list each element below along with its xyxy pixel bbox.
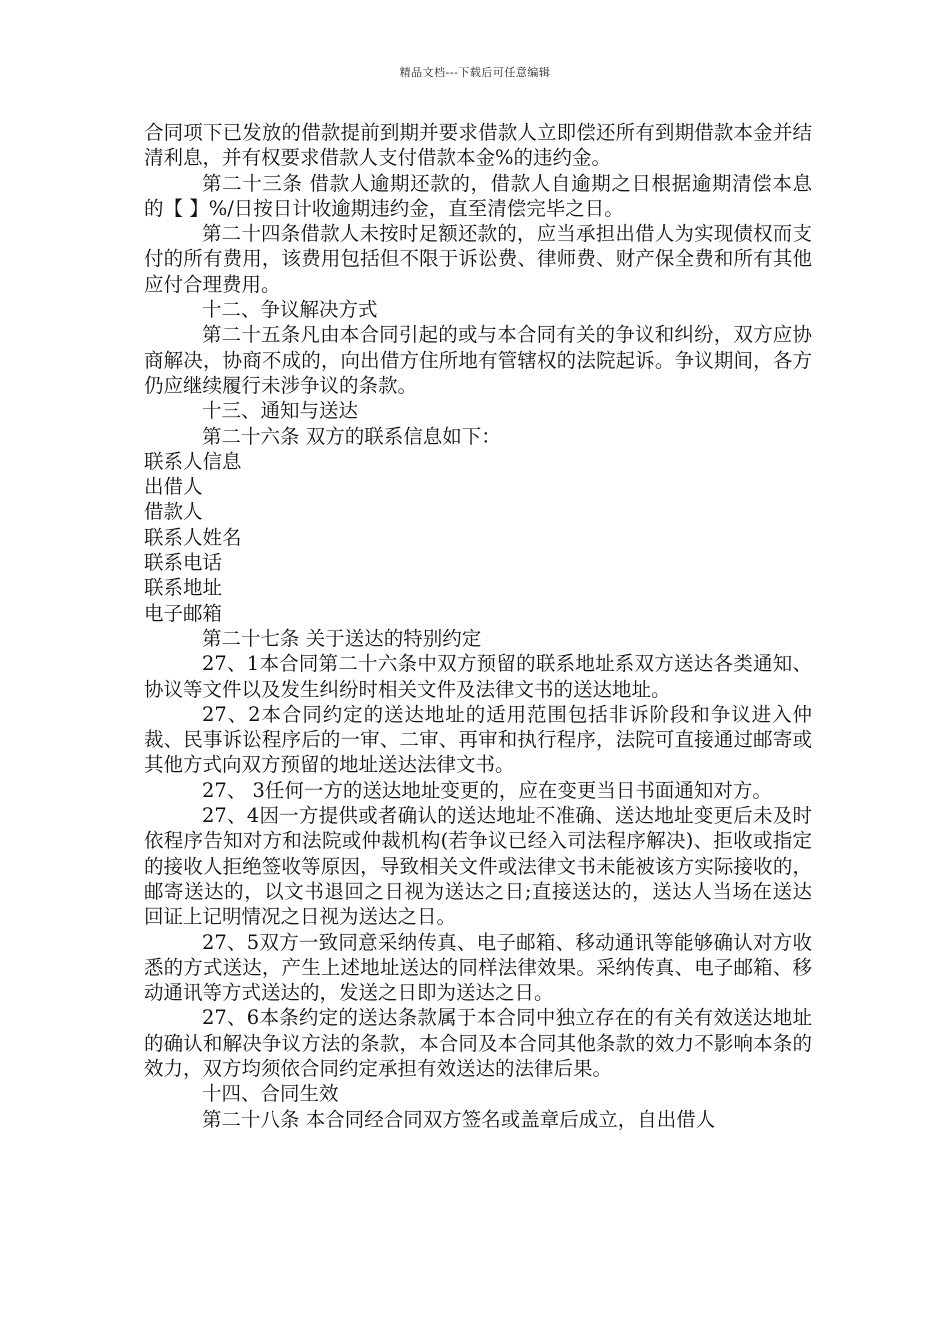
paragraph: 第二十八条 本合同经合同双方签名或盖章后成立，自出借人 — [202, 1107, 716, 1131]
contact-field-label: 联系电话 — [144, 551, 223, 575]
paragraph: 27、5双方一致同意采纳传真、电子邮箱、移动通讯等能够确认对方收悉的方式送达，产生上述地址送达的同样法律效果。采纳传真、电子邮箱、移动通讯等方式送达的，发送之日即为送达之日。 — [144, 930, 812, 1005]
paragraph: 第二十六条 双方的联系信息如下： — [202, 424, 501, 448]
paragraph: 第二十三条 借款人逾期还款的，借款人自逾期之日根据逾期清偿本息的【 】%/日按日计收逾期违约金，直至清偿完毕之日。 — [144, 171, 812, 220]
paragraph: 合同项下已发放的借款提前到期并要求借款人立即偿还所有到期借款本金并结清利息，并有权要求借款人支付借款本金%的违约金。 — [144, 121, 812, 170]
paragraph: 27、 3任何一方的送达地址变更的，应在变更当日书面通知对方。 — [202, 778, 772, 802]
page-header: 精品文档---下载后可任意编辑 — [399, 66, 551, 79]
paragraph: 27、2本合同约定的送达地址的适用范围包括非诉阶段和争议进入仲裁、民事诉讼程序后的一审、二审、再审和执行程序，法院可直接通过邮寄或其他方式向双方预留的地址送达法律文书。 — [144, 702, 812, 777]
document-body — [144, 120, 812, 1132]
section-heading: 十三、通知与送达 — [202, 399, 359, 423]
paragraph: 27、4因一方提供或者确认的送达地址不准确、送达地址变更后未及时依程序告知对方和法院或仲裁机构(若争议已经入司法程序解决)、拒收或指定的接收人拒绝签收等原因，导致相关文件或法律文书未能被该方实际接收的，邮寄送达的，以文书退回之日视为送达之日;直接送达的，送达人当场在送达回证上记明情况之日视为送达之日。 — [144, 804, 812, 929]
paragraph: 第二十五条凡由本合同引起的或与本合同有关的争议和纠纷，双方应协商解决，协商不成的，向出借方住所地有管辖权的法院起诉。争议期间，各方仍应继续履行未涉争议的条款。 — [144, 323, 812, 397]
contact-field-label: 出借人 — [144, 475, 203, 499]
contact-field-label: 电子邮箱 — [144, 601, 223, 625]
paragraph: 27、1本合同第二十六条中双方预留的联系地址系双方送达各类通知、协议等文件以及发生纠纷时相关文件及法律文书的送达地址。 — [144, 652, 812, 701]
section-heading: 十四、合同生效 — [202, 1082, 339, 1106]
paragraph: 第二十四条借款人未按时足额还款的，应当承担出借人为实现债权而支付的所有费用，该费用包括但不限于诉讼费、律师费、财产保全费和所有其他应付合理费用。 — [144, 222, 812, 296]
contact-field-label: 联系人信息 — [144, 449, 242, 473]
paragraph: 27、6本条约定的送达条款属于本合同中独立存在的有关有效送达地址的确认和解决争议方法的条款，本合同及本合同其他条款的效力不影响本条的效力，双方均须依合同约定承担有效送达的法律后果。 — [144, 1006, 812, 1080]
paragraph: 第二十七条 关于送达的特别约定 — [202, 626, 482, 650]
section-heading: 十二、争议解决方式 — [202, 298, 378, 322]
contact-field-label: 联系人姓名 — [144, 525, 242, 549]
contact-field-label: 借款人 — [144, 500, 203, 524]
contact-field-label: 联系地址 — [144, 576, 223, 600]
